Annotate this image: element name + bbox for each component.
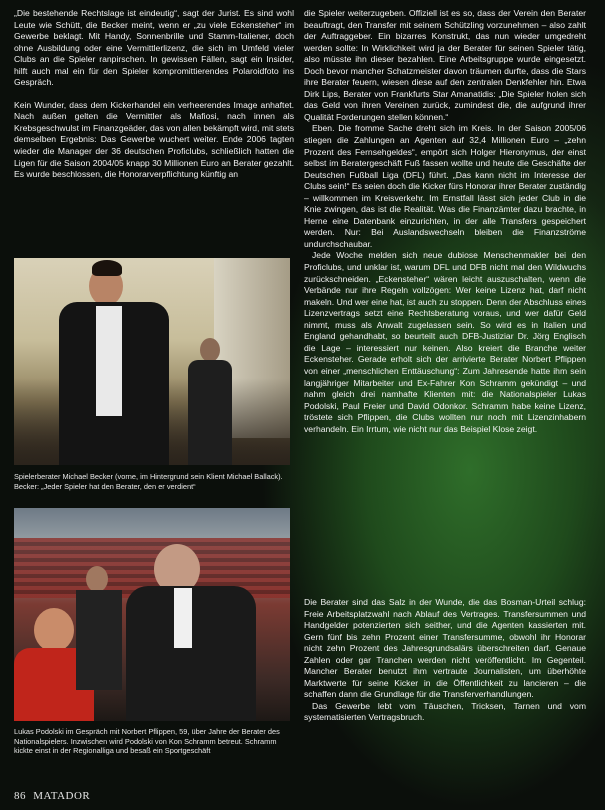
paragraph: „Die bestehende Rechtslage ist eindeutig“, sagt der Jurist. Es sind wohl Leute wie Schütt, die Becker meint, wenn er „zu viele Eckensteher“ im Gewerbe beklagt. Mit Handy, Sonnenbrille und Stamm-Italiener, doch ohne Ausbildung oder eine Vermittlerlizenz, die sich im Umfeld vieler Clubs an die Spieler ranpirschen. In gewissen Fällen, sagt ein Insider, hilft auch mal ein für den Spieler kompromittierendes Polaroidfoto ins Gespräch. (14, 8, 294, 88)
paragraph: Eben. Die fromme Sache dreht sich im Kreis. In der Saison 2005/06 stiegen die Zahlungen an Agenten auf 32,4 Millionen Euro – „zehn Prozent des Fernsehgeldes“, empört sich Holger Hieronymus, der einst selbst im Beratergeschäft Fuß fassen wollte und heute die Geschäfte der Deutschen Fußball Liga (DFL) führt. „Das kann nicht im Interesse der Clubs sein!“ Es seien doch die Kicker fürs Honorar ihrer Berater zuständig – willkommen im Kreisverkehr. Im Ernstfall lässt sich jeder Club in die Knie zwingen, das ist die Realität. Was die Finanzämter dazu brachte, in Herne eine Datenbank einzurichten, in der alle Transfers gespeichert werden. Nur: Bei Auslandswechseln bleiben die Finanzströme undurchschaubar. (304, 123, 586, 249)
paragraph: Die Berater sind das Salz in der Wunde, die das Bosman-Urteil schlug: Freie Arbeitsplatzwahl nach Ablauf des Vertrages. Transfersummen und Handgelder potenzierten sich seither, und die Agenten kassierten mit. Gern fünf bis zehn Prozent einer Transfersumme, obwohl ihr Honorar nicht zehn Prozent des Jahresgrundsalärs überschreiten darf. Genaue Zahlen oder gar Tranchen werden nicht veröffentlicht. Im Gegenteil. Mancher Berater benutzt ihm vertraute Journalisten, um überhöhte Marktwerte für seine Kicker in die Öffentlichkeit zu lancieren – die schaffen dann die Grundlage für die Transferverhandlungen. (304, 597, 586, 700)
paragraph: Das Gewerbe lebt vom Täuschen, Tricksen, Tarnen und vom systematisierten Vertragsbruch. (304, 700, 586, 723)
photo-caption: Lukas Podolski im Gespräch mit Norbert Pflippen, 59, über Jahre der Berater des Nationalspielers. Inzwischen wird Podolski von Kon Schramm betreut. Schramm kickte einst in der Regionalliga und besaß ein Sportgeschäft (14, 727, 280, 756)
paragraph: die Spieler weiterzugeben. Offiziell ist es so, dass der Verein den Berater beauftragt, den Transfer mit seinem Schützling vorzunehmen – also zahlt der Auftraggeber. Ein bizarres Konstrukt, das nun wieder umgedreht werden sollte: In Wirklichkeit wird ja der Berater für seinen Spieler tätig, also müsste ihn dieser bezahlen. Eine Arbeitsgruppe wurde eingesetzt. Doch bevor mancher Schatzmeister davon träumen durfte, dass die Stars ihre Berater feuern, wiesen diese auf den zentralen Denkfehler hin. Etwa Dirk Lips, Berater von Frankfurts Star Amanatidis: „Die Spieler holen sich das Geld von ihren Vereinen zurück, zumindest die, die aufgrund ihrer Qualität Forderungen stellen können.“ (304, 8, 586, 122)
right-column-text (304, 8, 586, 435)
left-column-text (14, 8, 294, 181)
paragraph: Jede Woche melden sich neue dubiose Menschenmakler bei den Proficlubs, und unklar ist, warum DFL und DFB nicht mal den Wildwuchs zurückschneiden. „Eckensteher“ wären leicht auszuschalten, wenn die Verbände nur ihre Regeln vollzögen: Wer keine Lizenz hat, darf nicht makeln. Und wer eine hat, ist auch zu stoppen. Denn der Abschluss eines Lizenzvertrags setzt eine Rechtsberatung voraus, und wer dafür Geld nimmt, muss als Anwalt zugelassen sein. So wird es in Italien und England gehandhabt, so beurteilt auch DFB-Justiziar Dr. Jörg Englisch die Lage – interessiert nur keinen. Also kreiert die Branche weiter Eckensteher. Gerade erholt sich der arrivierte Berater Norbert Pflippen von einer „menschlichen Enttäuschung“: Zum Jahresende hatte ihm sein langjähriger Mitarbeiter und Ex-Fahrer Kon Schramm gekündigt – und nahm gleich drei namhafte Klienten mit: die Nationalspieler Lukas Podolski, Paul Freier und David Odonkor. Schramm habe keine Lizenz, tröstete sich Pflippen, die Clubs wollten nur noch mit Lizenzinhabern verhandeln. Ein Irrtum, wie nicht nur das Beispiel Klose zeigt. (304, 250, 586, 434)
right-column-text-continued (304, 597, 586, 724)
photo-michael-becker (14, 258, 290, 465)
magazine-name: MATADOR (33, 790, 91, 802)
page-number: 86 (14, 790, 26, 802)
paragraph: Kein Wunder, dass dem Kickerhandel ein verheerendes Image anhaftet. Nach außen gelten die Vermittler als Mafiosi, nach innen als Krebsgeschwulst im Finanzgeäder, das von allen bekämpft wird, mit stets demselben Ergebnis: Das Gewerbe wuchert weiter. Ende 2006 tagten wieder die Manager der 36 deutschen Proficlubs, schließlich hatten die Ligen für die Saison 2004/05 knapp 30 Millionen Euro an Berater gezahlt. Es wurde beschlossen, die Honorarverpflichtung künftig an (14, 99, 294, 180)
photo-podolski-pflippen (14, 508, 290, 721)
photo-caption: Spielerberater Michael Becker (vorne, im Hintergrund sein Klient Michael Ballack). Becker: „Jeder Spieler hat den Berater, den er verdient“ (14, 472, 283, 491)
page-footer (14, 790, 90, 802)
